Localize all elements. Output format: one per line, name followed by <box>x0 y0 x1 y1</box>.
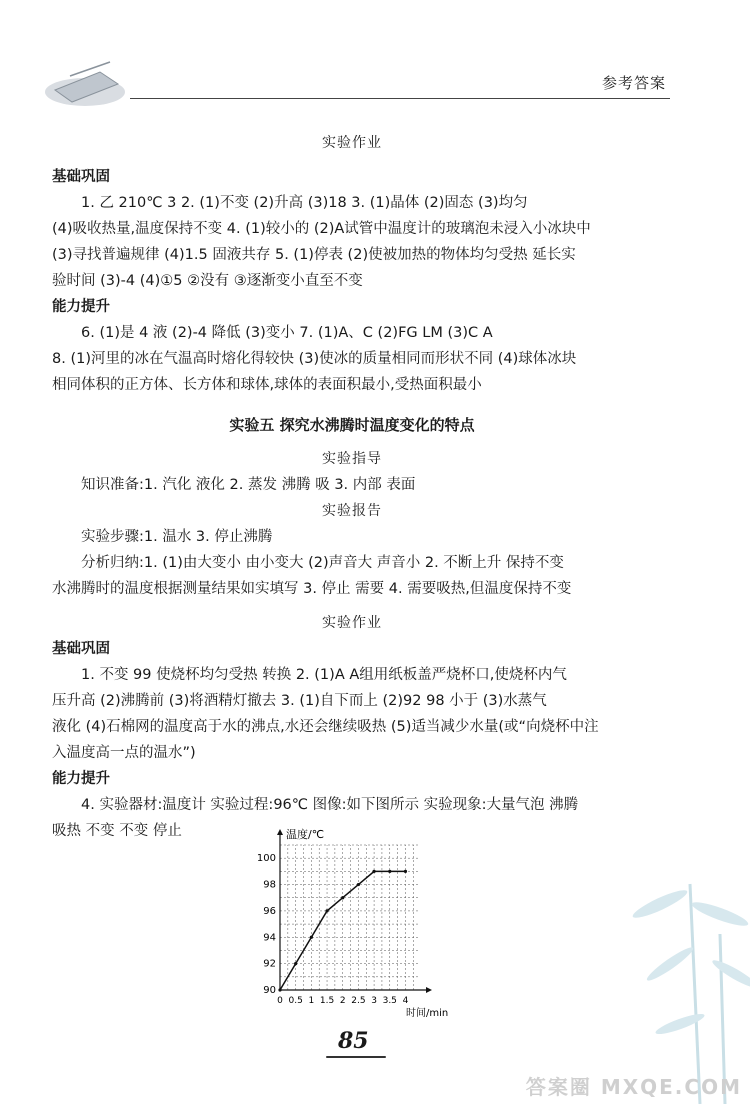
answer-line: 相同体积的正方体、长方体和球体,球体的表面积最小,受热面积最小 <box>52 377 482 393</box>
chapter-title: 实验五 探究水沸腾时温度变化的特点 <box>229 416 475 434</box>
answer-content <box>52 130 652 844</box>
y-tick-label: 90 <box>263 985 276 996</box>
answer-line: 实验步骤:1. 温水 3. 停止沸腾 <box>81 529 273 545</box>
x-tick-label: 0 <box>277 996 283 1006</box>
y-tick-label: 96 <box>263 905 276 917</box>
x-axis-arrow <box>426 987 432 993</box>
data-point <box>310 936 313 939</box>
data-point <box>325 909 328 912</box>
bamboo-decoration <box>550 844 750 1104</box>
answer-line: 验时间 (3)-4 (4)①5 ②没有 ③逐渐变小直至不变 <box>52 273 363 289</box>
subsection-heading: 基础巩固 <box>52 641 110 657</box>
x-tick-label: 3 <box>371 996 377 1006</box>
section-title: 实验作业 <box>322 615 382 631</box>
x-tick-label: 2 <box>339 996 346 1006</box>
page-number: 85 <box>338 1028 369 1054</box>
subsection-heading: 能力提升 <box>52 771 110 787</box>
answer-line: (4)吸收热量,温度保持不变 4. (1)较小的 (2)A试管中温度计的玻璃泡未浸入小冰块中 <box>52 221 591 237</box>
y-tick-label: 98 <box>263 879 276 891</box>
data-point <box>357 883 360 886</box>
answer-line: 1. 不变 99 使烧杯均匀受热 转换 2. (1)A A组用纸板盖严烧杯口,使烧杯内气 <box>81 667 567 683</box>
y-tick-label: 100 <box>256 853 276 865</box>
subsection-heading: 基础巩固 <box>52 169 110 185</box>
section-title: 实验报告 <box>322 503 382 519</box>
answer-line: (3)寻找普遍规律 (4)1.5 固液共存 5. (1)停表 (2)使被加热的物体均匀受热 延长实 <box>52 247 576 263</box>
temperature-time-chart <box>236 826 486 1026</box>
data-point <box>404 870 407 873</box>
header-title: 参考答案 <box>601 74 666 92</box>
x-axis-label: 时间/min <box>406 1008 449 1019</box>
subsection-heading: 能力提升 <box>52 299 110 315</box>
header-rule <box>130 98 670 99</box>
answer-line: 入温度高一点的温水”) <box>52 745 196 761</box>
watermark-text: 答案圈 MXQE.COM <box>525 1075 742 1099</box>
answer-line: 分析归纳:1. (1)由大变小 由小变大 (2)声音大 声音小 2. 不断上升 保持不变 <box>81 555 564 571</box>
x-tick-label: 1.5 <box>319 996 335 1006</box>
answer-line: 压升高 (2)沸腾前 (3)将酒精灯撤去 3. (1)自下而上 (2)92 98 小于 (3)水蒸气 <box>52 693 547 709</box>
answer-line: 4. 实验器材:温度计 实验过程:96℃ 图像:如下图所示 实验现象:大量气泡 沸腾 <box>81 797 579 813</box>
x-tick-label: 0.5 <box>288 996 303 1006</box>
y-tick-label: 94 <box>263 932 276 944</box>
y-tick-label: 92 <box>263 958 276 970</box>
answer-line: 1. 乙 210℃ 3 2. (1)不变 (2)升高 (3)18 3. (1)晶体 (2)固态 (3)均匀 <box>81 195 528 211</box>
answer-line: 液化 (4)石棉网的温度高于水的沸点,水还会继续吸热 (5)适当减少水量(或“向烧杯中注 <box>52 719 599 735</box>
section-title: 实验作业 <box>322 135 382 151</box>
page-number-underline <box>326 1056 386 1058</box>
answer-line: 吸热 不变 不变 停止 <box>52 823 182 839</box>
x-tick-label: 3.5 <box>382 996 397 1006</box>
header-decoration <box>40 52 130 112</box>
data-point <box>294 962 297 965</box>
section-title: 实验指导 <box>322 451 382 467</box>
x-tick-label: 2.5 <box>351 996 366 1006</box>
answer-line: 6. (1)是 4 液 (2)-4 降低 (3)变小 7. (1)A、C (2)FG LM (3)C A <box>81 325 493 341</box>
answer-line: 知识准备:1. 汽化 液化 2. 蒸发 沸腾 吸 3. 内部 表面 <box>81 477 416 493</box>
answer-line: 水沸腾时的温度根据测量结果如实填写 3. 停止 需要 4. 需要吸热,但温度保持不变 <box>52 581 572 597</box>
x-tick-label: 1 <box>308 996 315 1006</box>
data-point <box>372 870 375 873</box>
x-tick-label: 4 <box>402 996 409 1006</box>
answer-line: 8. (1)河里的冰在气温高时熔化得较快 (3)使冰的质量相同而形状不同 (4)球体冰块 <box>52 351 577 367</box>
y-axis-label: 温度/℃ <box>286 828 325 841</box>
data-point <box>341 896 344 899</box>
data-point <box>388 870 391 873</box>
y-axis-arrow <box>277 829 283 835</box>
data-point <box>278 988 281 991</box>
